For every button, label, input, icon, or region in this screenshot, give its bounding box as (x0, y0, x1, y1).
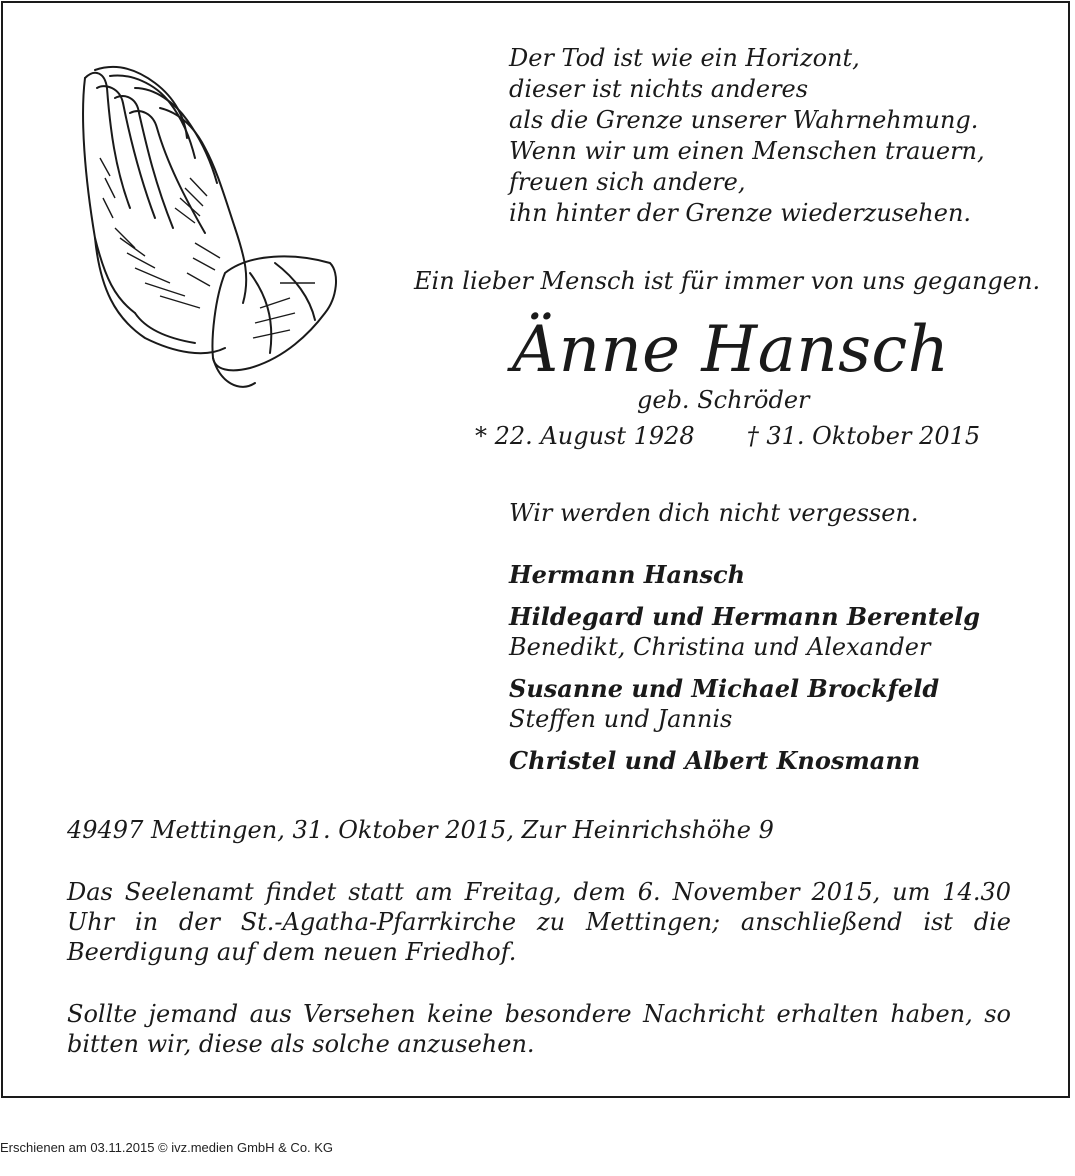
mourner-group (509, 674, 980, 734)
poem-line: als die Grenze unserer Wahrnehmung. (509, 106, 979, 134)
address-line: 49497 Mettingen, 31. Oktober 2015, Zur Heinrichshöhe 9 (67, 816, 774, 844)
mourner-children: Benedikt, Christina und Alexander (509, 633, 931, 661)
deceased-name: Änne Hansch (512, 313, 950, 387)
life-dates (475, 422, 980, 450)
birth-date: * 22. August 1928 (475, 422, 695, 450)
notice-paragraph: Sollte jemand aus Versehen keine besondere Nachricht erhalten haben, so bitten wir, diese als solche anzusehen. (67, 1000, 1011, 1058)
poem-line: Der Tod ist wie ein Horizont, (509, 44, 860, 72)
mourner-group (509, 560, 980, 590)
death-date: † 31. Oktober 2015 (746, 422, 981, 450)
mourner-children: Steffen und Jannis (509, 705, 733, 733)
closing-line: Wir werden dich nicht vergessen. (509, 499, 919, 527)
mourner-name: Susanne und Michael Brockfeld (509, 674, 940, 703)
poem-line: ihn hinter der Grenze wiederzusehen. (509, 199, 972, 227)
poem-line: freuen sich andere, (509, 168, 746, 196)
birth-name: geb. Schröder (637, 386, 810, 414)
poem (509, 43, 985, 229)
poem-line: Wenn wir um einen Menschen trauern, (509, 137, 985, 165)
mourner-group (509, 602, 980, 662)
mourners-list (509, 560, 980, 788)
praying-hands-icon (75, 58, 345, 403)
mourner-name: Hermann Hansch (509, 560, 746, 589)
service-paragraph: Das Seelenamt findet statt am Freitag, dem 6. November 2015, um 14.30 Uhr in der St.-Agatha-Pfarrkirche zu Mettingen; anschließend ist die Beerdigung auf dem neuen Friedhof. (67, 878, 1011, 966)
poem-line: dieser ist nichts anderes (509, 75, 809, 103)
intro-line: Ein lieber Mensch ist für immer von uns gegangen. (414, 267, 1041, 295)
mourner-name: Hildegard und Hermann Berentelg (509, 602, 981, 631)
mourner-name: Christel und Albert Knosmann (509, 746, 921, 775)
publication-footer: Erschienen am 03.11.2015 © ivz.medien GmbH & Co. KG (0, 1140, 334, 1155)
obituary-frame (1, 1, 1070, 1098)
mourner-group (509, 746, 980, 776)
